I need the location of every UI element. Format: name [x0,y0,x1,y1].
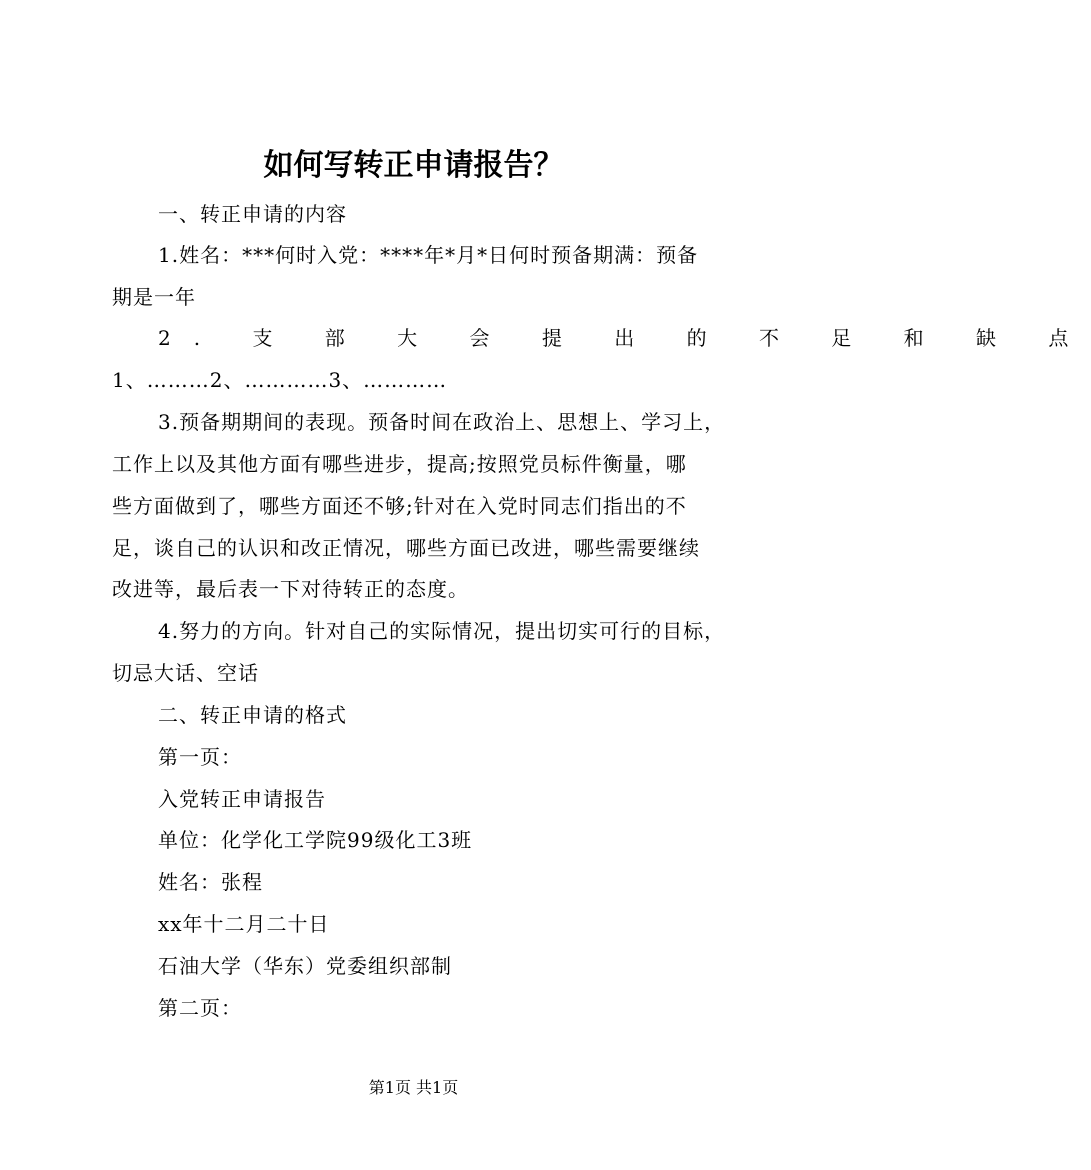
paragraph-line: 切忌大话、空话 [112,661,259,685]
paragraph-line: 改进等，最后表一下对待转正的态度。 [112,577,469,601]
paragraph-line: 石油大学（华东）党委组织部制 [158,954,452,978]
page-footer: 第1页 共1页 [368,1078,459,1097]
paragraph-line: 工作上以及其他方面有哪些进步，提高;按照党员标件衡量，哪 [112,452,687,476]
paragraph-line: 1.姓名：***何时入党：****年*月*日何时预备期满：预备 [158,243,699,267]
paragraph-line: 3.预备期期间的表现。预备时间在政治上、思想上、学习上， [158,410,726,434]
paragraph-line: 2. 支 部 大 会 提 出 的 不 足 和 缺 点 [158,326,1091,350]
paragraph-line: 入党转正申请报告 [158,787,326,811]
paragraph-line: 单位：化学化工学院99级化工3班 [158,828,473,852]
paragraph-line: xx年十二月二十日 [158,912,330,936]
section-heading-format: 二、转正申请的格式 [158,703,347,727]
document-title: 如何写转正申请报告？ [263,148,564,183]
paragraph-line: 期是一年 [112,285,196,309]
paragraph-line: 4.努力的方向。针对自己的实际情况，提出切实可行的目标， [158,619,726,643]
paragraph-line: 足，谈自己的认识和改正情况，哪些方面已改进，哪些需要继续 [112,536,700,560]
paragraph-line: 1、………2、…………3、………… [112,368,448,392]
paragraph-line: 姓名：张程 [158,870,263,894]
paragraph-line: 第二页： [158,996,242,1020]
paragraph-line: 些方面做到了，哪些方面还不够;针对在入党时同志们指出的不 [112,494,687,518]
paragraph-line: 第一页： [158,745,242,769]
section-heading-content: 一、转正申请的内容 [158,202,347,226]
